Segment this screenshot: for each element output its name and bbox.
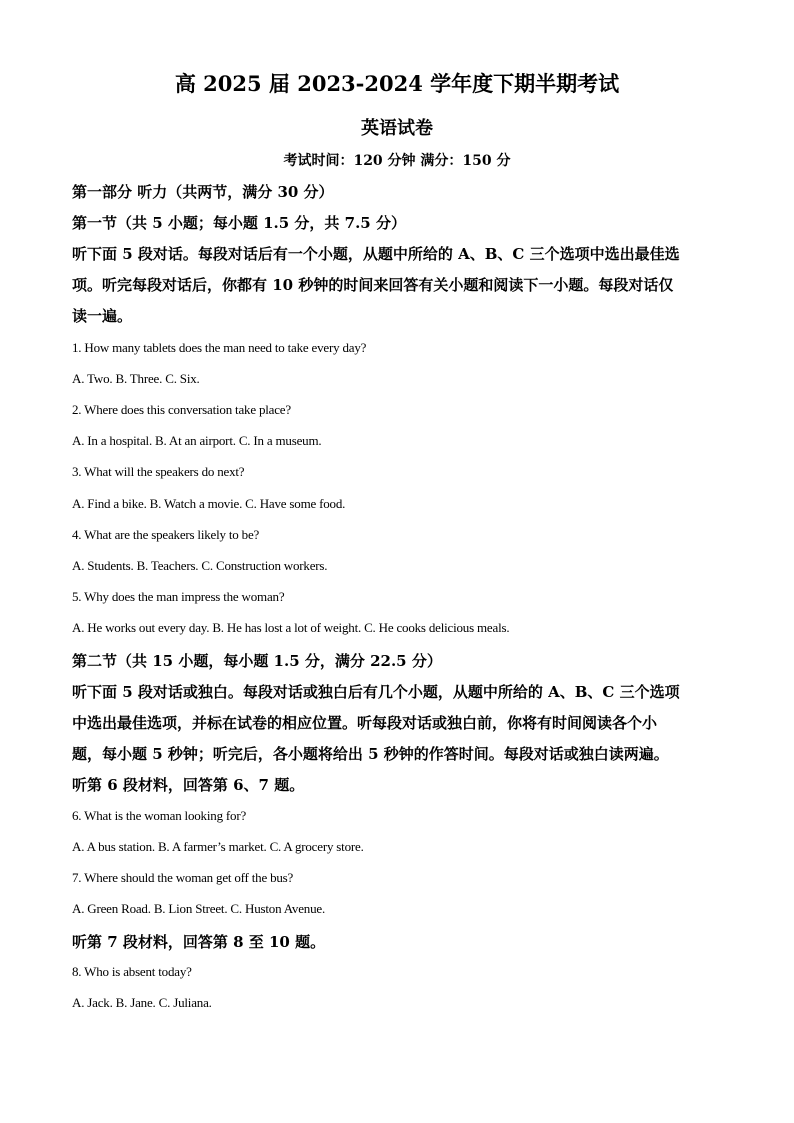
section2-heading: 第二节（共 15 小题，每小题 1.5 分，满分 22.5 分） <box>72 652 442 670</box>
question-options: A. Green Road. B. Lion Street. C. Huston Avenue. <box>72 901 326 916</box>
section1-heading: 第一节（共 5 小题；每小题 1.5 分，共 7.5 分） <box>72 214 406 232</box>
question-text: 1. How many tablets does the man need to take every day? <box>72 340 367 355</box>
question-options: A. Jack. B. Jane. C. Juliana. <box>72 995 212 1010</box>
question-text: 2. Where does this conversation take place? <box>72 402 291 417</box>
section2-instruction-line: 听下面 5 段对话或独白。每段对话或独白后有几个小题，从题中所给的 A、B、C 三个选项 <box>72 683 680 701</box>
material-heading: 听第 6 段材料，回答第 6、7 题。 <box>72 776 305 794</box>
question-options: A. A bus station. B. A farmer’s market. C. A grocery store. <box>72 839 364 854</box>
subject-title: 英语试卷 <box>361 118 433 139</box>
question-text: 5. Why does the man impress the woman? <box>72 589 285 604</box>
exam-info: 考试时间：120 分钟 满分：150 分 <box>283 153 511 169</box>
question-text: 8. Who is absent today? <box>72 964 192 979</box>
question-options: A. In a hospital. B. At an airport. C. In a museum. <box>72 433 322 448</box>
exam-title: 高 2025 届 2023-2024 学年度下期半期考试 <box>174 71 620 96</box>
question-text: 4. What are the speakers likely to be? <box>72 527 260 542</box>
question-text: 7. Where should the woman get off the bus? <box>72 870 294 885</box>
question-options: A. Students. B. Teachers. C. Construction workers. <box>72 558 328 573</box>
part1-heading: 第一部分 听力（共两节，满分 30 分） <box>72 183 334 201</box>
question-text: 3. What will the speakers do next? <box>72 464 245 479</box>
question-options: A. He works out every day. B. He has lost a lot of weight. C. He cooks delicious meals. <box>72 620 510 635</box>
material-heading: 听第 7 段材料，回答第 8 至 10 题。 <box>72 933 326 951</box>
question-text: 6. What is the woman looking for? <box>72 808 247 823</box>
section1-instruction-line: 项。听完每段对话后，你都有 10 秒钟的时间来回答有关小题和阅读下一小题。每段对话仅 <box>72 276 674 294</box>
section2-instruction-line: 中选出最佳选项，并标在试卷的相应位置。听每段对话或独白前，你将有时间阅读各个小 <box>72 714 658 732</box>
question-options: A. Two. B. Three. C. Six. <box>72 371 200 386</box>
section2-instruction-line: 题，每小题 5 秒钟；听完后，各小题将给出 5 秒钟的作答时间。每段对话或独白读两遍。 <box>72 745 669 763</box>
section1-instruction-line: 听下面 5 段对话。每段对话后有一个小题，从题中所给的 A、B、C 三个选项中选出最佳选 <box>72 245 680 263</box>
question-options: A. Find a bike. B. Watch a movie. C. Have some food. <box>72 496 346 511</box>
section1-instruction-line: 读一遍。 <box>72 307 133 325</box>
